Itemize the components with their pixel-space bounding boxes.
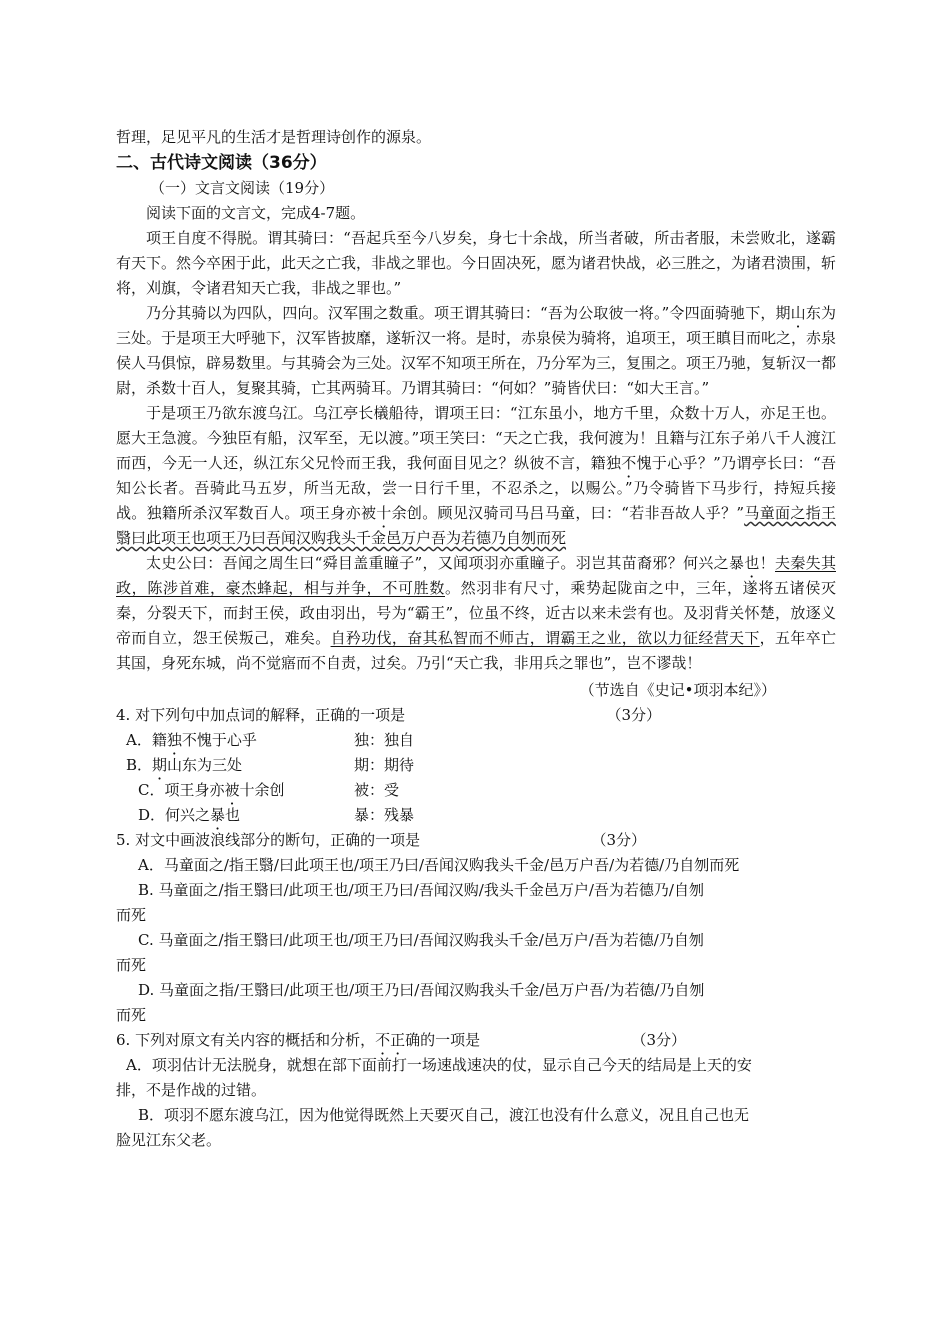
subsection-title: （一）文言文阅读（19分）	[150, 179, 335, 197]
question-text: 4. 对下列句中加点词的解释，正确的一项是	[116, 706, 406, 724]
passage-paragraph-4	[116, 551, 836, 676]
underlined-sentence-1: 夫秦失其政，陈涉首难，豪杰蜂起，相与并争，不可胜数	[116, 554, 836, 597]
instruction-text: 阅读下面的文言文，完成4-7题。	[146, 204, 366, 222]
dotted-word: 暴	[210, 806, 226, 824]
question-5-stem	[116, 828, 836, 853]
option-text: A．籍	[126, 731, 167, 749]
dotted-word: 被	[360, 504, 377, 522]
question-4-option-c	[116, 778, 836, 803]
question-6-option-b: B．项羽不愿东渡乌江，因为他觉得既然上天要灭自己，渡江也没有什么意义，况且自己也无	[138, 1106, 750, 1124]
question-4-stem	[116, 703, 836, 728]
question-5-option-d-cont: 而死	[116, 1006, 147, 1024]
option-gloss: 被：受	[354, 781, 400, 799]
para3-text-a: 于是项王乃欲东渡乌江。乌江亭长檥船待，谓项王曰：“江东虽小，地方千里，众数十万人，亦足王也。愿大王急渡。今独臣有船，汉军至，无以渡。”项王笑曰：“天之亡我，我何渡为！且籍与江东子弟八千人渡江而西，今无一人还，纵江东父兄怜而王我，我何面目见之？纵彼不言，籍	[116, 404, 836, 472]
question-6-option-a: A．项羽估计无法脱身，就想在部下面前打一场速战速决的仗，显示自己今天的结局是上天的安	[126, 1056, 752, 1074]
dotted-word: 期	[775, 304, 791, 322]
option-text: C．项王身亦	[138, 781, 225, 799]
question-6-option-b-cont: 脸见江东父老。	[116, 1131, 222, 1149]
passage-paragraph-2	[116, 301, 836, 401]
para4-text-a: 太史公曰：吾闻之周生曰“舜目盖重瞳子”，又闻项羽亦重瞳子。羽岂其苗裔邪？何兴之	[146, 554, 730, 572]
question-score: （3分）	[631, 1031, 686, 1049]
option-gloss: 期：期待	[354, 756, 415, 774]
question-5-option-d: D. 马童面之指/王翳曰/此项王也/项王乃曰/吾闻汉购我头千金/邑万户吾/为若德/乃自刎	[138, 981, 705, 999]
para2-text-b: 山东为三处。于是项王大呼驰下，汉军皆披靡，遂斩汉一将。是时，赤泉侯为骑将，追项王，项王瞋目而叱之，赤泉侯人马俱惊，辟易数里。与其骑会为三处。汉军不知项王所在，乃分军为三，复围之。项王乃驰，复斩汉一都尉，杀数十百人，复聚其骑，亡其两骑耳。乃谓其骑曰：“何如？”骑皆伏曰：“如大王言。”	[116, 304, 837, 397]
dotted-word: 正	[390, 1031, 406, 1049]
dotted-word: 独	[166, 731, 182, 749]
para4-text-d: ，五年卒亡其国，身死东城，尚不觉寤而不自责，过矣。乃引“天亡我，非用兵之罪也”，岂不谬哉！	[116, 629, 836, 672]
question-5-option-a: A．马童面之/指王翳/曰此项王也/项王乃曰/吾闻汉购我头千金/邑万户吾/为若德/乃自刎而死	[138, 856, 740, 874]
question-4-option-b	[116, 753, 836, 778]
question-4-option-a	[116, 728, 836, 753]
source-citation: （节选自《史记•项羽本纪》）	[579, 681, 776, 699]
question-5-option-c: C. 马童面之/指王翳曰/此项王也/项王乃曰/吾闻汉购我头千金/邑万户/吾为若德/乃自刎	[138, 931, 704, 949]
question-score: （3分）	[606, 706, 661, 724]
question-5-option-c-cont: 而死	[116, 956, 147, 974]
option-text: 十余创	[239, 781, 285, 799]
question-5-option-b-cont: 而死	[116, 906, 147, 924]
underlined-sentence-2: 自矜功伐，奋其私智而不师古，谓霸王之业，欲以力征经营天下	[330, 629, 760, 647]
question-6-stem	[116, 1028, 836, 1053]
question-text: 5. 对文中画波浪线部分的断句，正确的一项是	[116, 831, 421, 849]
para3-text-c: 十余创。顾见汉骑司马吕马童，曰：“若非吾故人乎？”	[376, 504, 745, 522]
dotted-word: 独	[605, 454, 622, 472]
wavy-underlined-sentence: 马童面之指王翳曰此项王也项王乃曰吾闻汉购我头千金邑万户吾为若德乃自刎而死	[116, 504, 836, 547]
option-text: 也	[225, 806, 241, 824]
question-text	[116, 1028, 480, 1053]
para4-text-c: 。然羽非有尺寸，乘势起陇亩之中，三年，遂将五诸侯灭秦，分裂天下，而封王侯，政由羽出，号为“霸王”，位虽不终，近古以来未尝有也。及羽背关怀楚，放逐义帝而自立，怨王侯叛己，难矣。	[116, 579, 836, 647]
option-text: D．何兴之	[138, 806, 211, 824]
dotted-word: 期	[152, 756, 168, 774]
option-gloss: 暴：残暴	[354, 806, 415, 824]
para4-text-b: 也！	[744, 554, 775, 572]
passage-paragraph-3	[116, 401, 836, 551]
dotted-word: 被	[224, 781, 240, 799]
section-title: 二、古代诗文阅读（36分）	[116, 153, 327, 173]
intro-end-text: 哲理，足见平凡的生活才是哲理诗创作的源泉。	[116, 128, 432, 146]
passage-paragraph-1: 项王自度不得脱。谓其骑曰：“吾起兵至今八岁矣，身七十余战，所当者破，所击者服，未尝败北，遂霸有天下。然今卒困于此，此天之亡我，非战之罪也。今日固决死，愿为诸君快战，必三胜之，为诸君溃围，斩将，刈旗，令诸君知天亡我，非战之罪也。”	[116, 229, 837, 297]
question-5-option-b: B. 马童面之/指王翳曰/此项王也/项王乃曰/吾闻汉购/我头千金邑万户/吾为若德乃/自刎	[138, 881, 704, 899]
para3-text-b: 不愧于心乎？”乃谓亭长曰：“吾知公长者。吾骑此马五岁，所当无敌，尝一日行千里，不忍杀之，以赐公。”乃令骑皆下马步行，持短兵接战。独籍所杀汉军数百人。项王身亦	[116, 454, 836, 522]
stem-text: 确的一项是	[405, 1031, 481, 1049]
option-gloss: 独：独自	[354, 731, 415, 749]
option-text: 山东为三处	[167, 756, 243, 774]
option-text: B．	[126, 756, 153, 774]
stem-text: 6. 下列对原文有关内容的概括和分析，	[116, 1031, 376, 1049]
question-6-option-a-cont: 排，不是作战的过错。	[116, 1081, 267, 1099]
question-score: （3分）	[591, 831, 646, 849]
document-page	[116, 125, 836, 1153]
para2-text-a: 乃分其骑以为四队，四向。汉军围之数重。项王谓其骑曰：“吾为公取彼一将。”令四面骑驰下，	[146, 304, 776, 322]
dotted-word: 不	[375, 1031, 391, 1049]
question-4-option-d	[116, 803, 836, 828]
dotted-word: 暴	[729, 554, 745, 572]
option-text: 不愧于心乎	[181, 731, 257, 749]
